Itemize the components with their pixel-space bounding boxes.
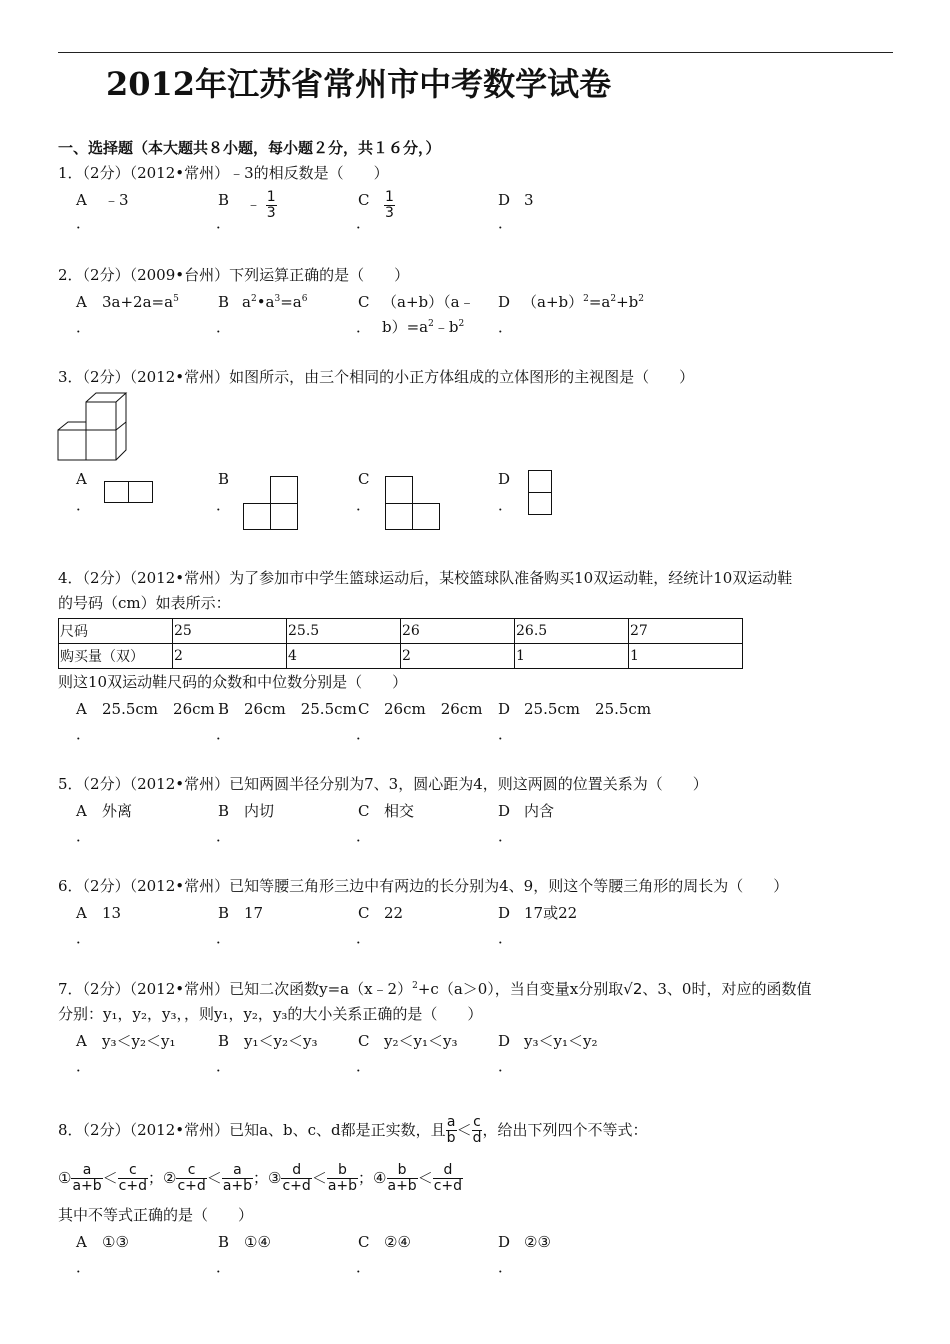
exponent: 2 [610,294,617,304]
table-cell: 4 [287,644,401,669]
square-shape [528,470,552,493]
option-dot: ． [498,725,514,743]
stem-part: 、3、0时，对应的函数值 [642,980,812,998]
option-label: D [498,191,511,209]
option-label: A [76,293,87,311]
exponent: 2 [458,319,465,329]
numerator: c [118,1163,148,1179]
numerator: a [222,1163,253,1179]
option-dot: ． [356,1258,372,1276]
option-text: 25.5cm 26cm [102,700,215,718]
option-text: 相交 [384,802,415,820]
circled-number: ④ [373,1168,387,1187]
option-dot: ． [76,1057,92,1075]
option-dot: ． [216,1258,232,1276]
separator: ； [358,1168,374,1187]
option-math [384,190,395,220]
option-text: 内切 [244,802,275,820]
option-text: ﹣3 [104,191,129,209]
question-stem: 1．（2分）（2012•常州）﹣3的相反数是（ ） [58,164,389,182]
option-text: 内含 [524,802,555,820]
option-text: ②④ [384,1233,411,1251]
option-dot: ． [216,318,232,336]
numerator: 1 [385,189,394,205]
exponent: 2 [250,294,257,304]
expr: =a [280,293,302,311]
numerator: a [71,1163,102,1179]
less-than-sign: ＜ [417,1168,433,1187]
table-row [59,619,743,644]
option-dot: ． [498,214,514,232]
separator: ； [148,1168,164,1187]
option-dot: ． [356,827,372,845]
table-cell: 购买量（双） [59,644,173,669]
table-cell: 25.5 [287,619,401,644]
option-label: B [218,904,230,922]
option-text: ①④ [244,1233,271,1251]
square-shape [412,503,440,530]
option-dot: ． [498,496,514,514]
denominator: 3 [266,204,276,221]
square-shape [104,481,129,503]
option-label: D [498,470,511,488]
option-dot: ． [498,827,514,845]
circled-number: ① [58,1168,72,1187]
option-label: A [76,1233,87,1251]
option-text: ①③ [102,1233,129,1251]
less-than-sign: ＜ [456,1120,472,1139]
expr: ﹣b [433,318,459,336]
option-text: 17或22 [524,904,578,922]
denominator: a+b [327,1177,358,1194]
option-dot: ． [498,318,514,336]
option-text: 25.5cm 25.5cm [524,700,652,718]
section-heading: 一、选择题（本大题共８小题，每小题２分，共１６分，） [58,139,441,157]
option-dot: ． [216,214,232,232]
fraction [433,1163,463,1193]
option-label: B [218,1233,230,1251]
option-label: B [218,470,230,488]
table-cell: 26.5 [515,619,629,644]
option-dot: ． [498,1258,514,1276]
option-dot: ． [356,318,372,336]
option-label: A [76,470,87,488]
option-label: C [358,1032,370,1050]
separator: ； [253,1168,269,1187]
exponent: 3 [274,294,281,304]
less-than-sign: ＜ [206,1168,222,1187]
option-label: C [358,470,370,488]
option-dot: ． [356,725,372,743]
square-shape [385,503,413,530]
numerator: a [446,1113,456,1130]
option-dot: ． [76,318,92,336]
fraction [384,190,395,220]
option-dot: ． [356,496,372,514]
square-shape [270,503,298,530]
circled-number: ③ [268,1168,282,1187]
numerator: 1 [266,189,276,205]
numerator: b [387,1163,418,1179]
option-math [382,320,464,335]
sqrt-expression: √2 [623,980,643,998]
square-shape [128,481,153,503]
question-stem: 3．（2分）（2012•常州）如图所示，由三个相同的小正方体组成的立体图形的主视图是（ ） [58,368,695,386]
option-text: y₃＜y₁＜y₂ [524,1032,598,1050]
option-label: A [76,1032,87,1050]
stem-part: ，给出下列四个不等式： [482,1120,648,1139]
fraction [266,190,277,220]
inequality-list [58,1158,463,1198]
option-label: C [358,904,370,922]
denominator: a+b [222,1177,253,1194]
exponent: 2 [638,294,645,304]
option-dot: ． [216,929,232,947]
option-label: B [218,802,230,820]
table-cell: 2 [401,644,515,669]
option-label: B [218,700,230,718]
shoe-size-table [58,618,743,669]
option-math [242,295,307,310]
question-stem: 5．（2分）（2012•常州）已知两圆半径分别为7、3，圆心距为4，则这两圆的位置关系为（ ） [58,775,708,793]
expr: b）=a [382,318,429,336]
square-shape [385,476,413,504]
square-shape [243,503,271,530]
option-text: 17 [244,904,264,922]
option-dot: ． [76,1258,92,1276]
denominator: a+b [72,1177,102,1194]
option-text: 22 [384,904,404,922]
option-label: C [358,293,370,311]
table-cell: 尺码 [59,619,173,644]
option-label: C [358,802,370,820]
option-label: C [358,1233,370,1251]
expr: +b [616,293,639,311]
option-label: C [358,700,370,718]
option-text: y₂＜y₁＜y₃ [384,1032,458,1050]
denominator: c+d [177,1177,206,1194]
option-label: D [498,802,511,820]
expr: =a [588,293,611,311]
option-label: B [218,293,230,311]
option-label: D [498,293,511,311]
table-cell: 1 [629,644,743,669]
option-label: D [498,904,511,922]
option-dot: ． [216,1057,232,1075]
option-text: ②③ [524,1233,551,1251]
square-shape [270,476,298,504]
minus-sign: ﹣ [246,195,262,214]
numerator: b [327,1163,358,1179]
option-dot: ． [76,725,92,743]
square-shape [528,492,552,515]
option-text: y₃＜y₂＜y₁ [102,1032,176,1050]
stem-part: +c（a＞0），当自变量x分别取 [417,980,624,998]
option-label: A [76,802,87,820]
question-stem [58,1110,647,1150]
option-math [522,295,644,310]
numerator: c [176,1163,206,1179]
option-dot: ． [356,214,372,232]
denominator: b [446,1129,456,1146]
exponent: 2 [583,294,589,304]
denominator: c+d [433,1177,463,1194]
denominator: 3 [385,204,394,221]
option-math: （a+b）（a﹣ [382,293,475,311]
exponent: 5 [173,294,179,304]
exponent: 2 [412,981,418,991]
option-text: 3 [524,191,534,209]
option-dot: ． [76,827,92,845]
option-label: D [498,1032,511,1050]
option-dot: ． [76,929,92,947]
fraction [281,1163,311,1193]
exponent: 6 [301,294,308,304]
fraction [327,1163,358,1193]
option-label: A [76,700,87,718]
option-text: 26cm 25.5cm [244,700,357,718]
denominator: d [472,1129,482,1146]
option-text: y₁＜y₂＜y₃ [244,1032,318,1050]
table-cell: 25 [173,619,287,644]
fraction [446,1115,457,1145]
expr: 3a+2a=a [102,293,174,311]
page-title: 2012年江苏省常州市中考数学试卷 [106,65,612,103]
question-stem: 2．（2分）（2009•台州）下列运算正确的是（ ） [58,266,410,284]
option-dot: ． [216,827,232,845]
option-text: 13 [102,904,122,922]
denominator: a+b [387,1177,417,1194]
option-label: D [498,1233,511,1251]
question-stem: 4．（2分）（2012•常州）为了参加市中学生篮球运动后，某校篮球队准备购买10双运动鞋，经统计10双运动鞋 [58,569,793,587]
fraction [71,1163,102,1193]
expr: （a+b） [522,293,584,311]
header-rule [58,52,893,53]
option-label: C [358,191,370,209]
table-row [59,644,743,669]
question-text: 则这10双运动鞋尺码的众数和中位数分别是（ ） [58,673,408,691]
denominator: c+d [282,1177,311,1194]
option-dot: ． [216,496,232,514]
table-cell: 2 [173,644,287,669]
table-cell: 1 [515,644,629,669]
option-label: A [76,191,87,209]
numerator: d [281,1163,311,1179]
option-dot: ． [76,496,92,514]
fraction [176,1163,206,1193]
expr: •a [256,293,275,311]
option-label: A [76,904,87,922]
cube-stack-figure [56,390,130,464]
table-cell: 27 [629,619,743,644]
option-dot: ． [216,725,232,743]
fraction [222,1163,253,1193]
less-than-sign: ＜ [311,1168,327,1187]
denominator: c+d [118,1177,147,1194]
option-math [246,190,277,220]
question-stem: 分别：y₁，y₂，y₃，，则y₁，y₂，y₃的大小关系正确的是（ ） [58,1005,483,1023]
question-stem [58,982,811,997]
fraction [472,1115,483,1145]
option-dot: ． [498,929,514,947]
expr: a [242,293,251,311]
fraction [118,1163,148,1193]
numerator: c [473,1113,481,1130]
circled-number: ② [163,1168,177,1187]
option-dot: ． [498,1057,514,1075]
option-dot: ． [76,214,92,232]
question-text: 其中不等式正确的是（ ） [58,1206,254,1224]
stem-part: 7．（2分）（2012•常州）已知二次函数y=a（x﹣2） [58,980,413,998]
fraction [387,1163,418,1193]
exponent: 2 [428,319,434,329]
question-stem: 6．（2分）（2012•常州）已知等腰三角形三边中有两边的长分别为4、9，则这个等腰三角形的周长为（ ） [58,877,789,895]
option-label: B [218,191,230,209]
less-than-sign: ＜ [102,1168,118,1187]
option-text: 26cm 26cm [384,700,483,718]
option-label: D [498,700,511,718]
option-dot: ． [356,1057,372,1075]
option-text: 外离 [102,802,133,820]
numerator: d [433,1163,463,1179]
option-math [102,295,179,310]
table-cell: 26 [401,619,515,644]
option-label: B [218,1032,230,1050]
option-dot: ． [356,929,372,947]
stem-part: 8．（2分）（2012•常州）已知a、b、c、d都是正实数，且 [58,1120,446,1139]
question-stem: 的号码（cm）如表所示： [58,594,231,612]
